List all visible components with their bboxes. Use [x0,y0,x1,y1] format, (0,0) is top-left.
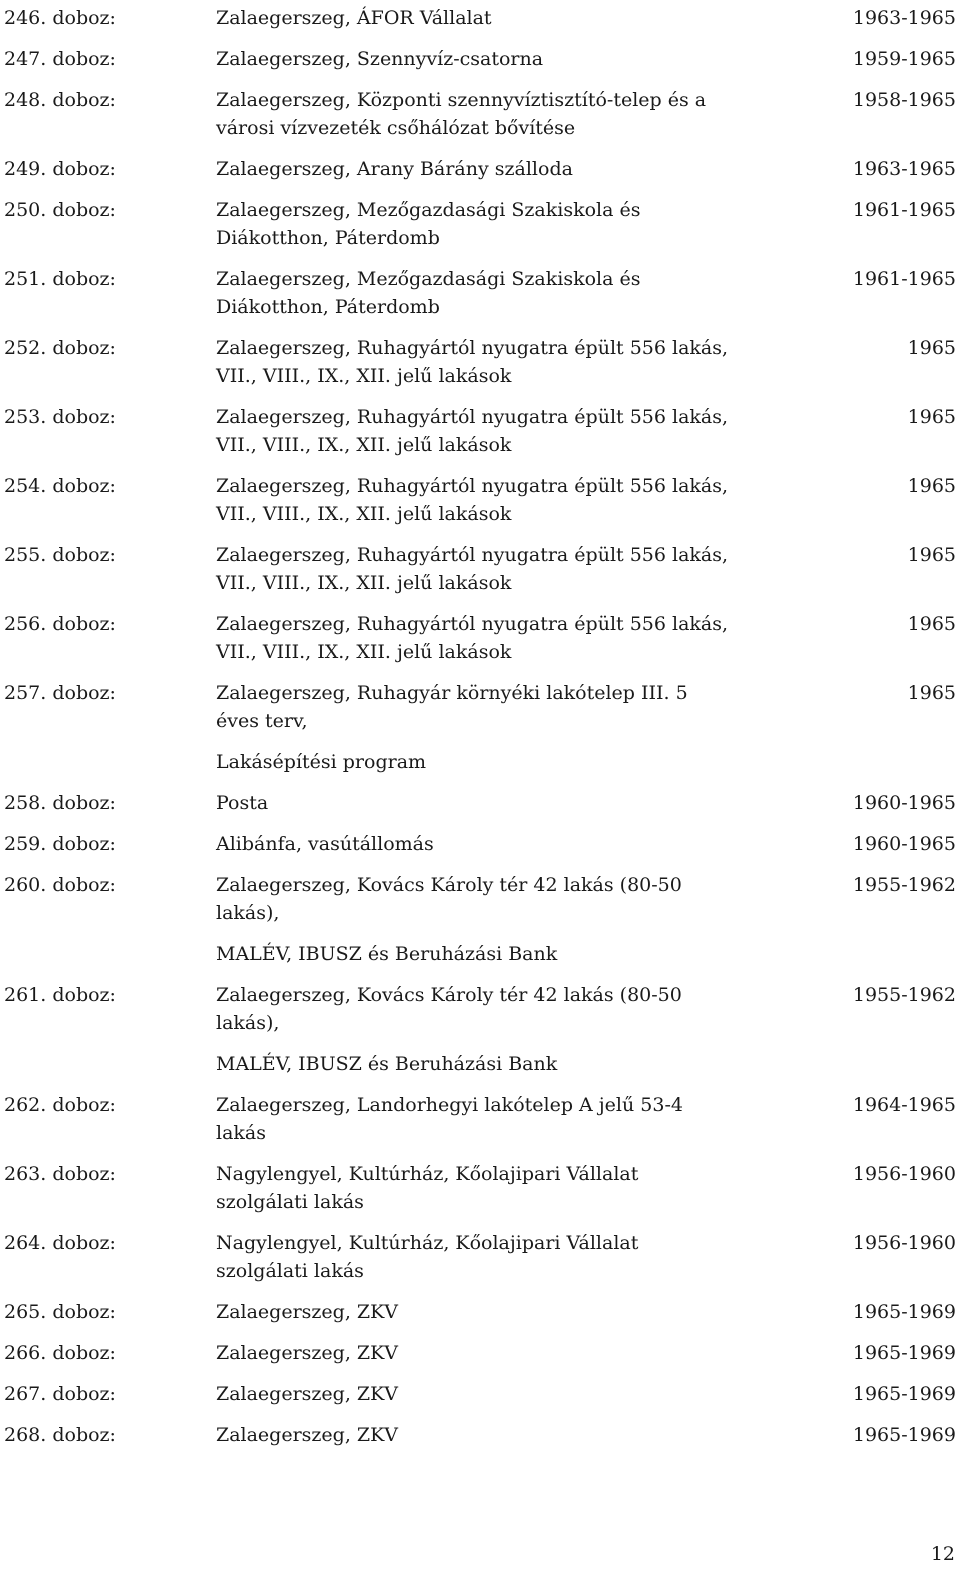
box-number: 254. doboz: [4,475,116,497]
box-number: 248. doboz: [4,89,116,111]
description-line: Zalaegerszeg, ZKV [216,1342,399,1364]
inventory-row [4,1294,956,1335]
year-range: 1956-1960 [852,1232,956,1254]
box-number: 250. doboz: [4,199,116,221]
year-range: 1965-1969 [852,1424,956,1446]
box-description [216,1421,756,1449]
page-number: 12 [930,1543,955,1565]
box-number: 249. doboz: [4,158,116,180]
inventory-row [4,537,956,606]
description-line: Zalaegerszeg, ZKV [216,1424,399,1446]
box-number: 252. doboz: [4,337,116,359]
year-range: 1965 [907,544,956,566]
inventory-row [4,330,956,399]
description-line: városi vízvezeték csőhálózat bővítése [216,117,576,139]
inventory-row [4,867,956,977]
description-line: lakás), [216,1012,280,1034]
inventory-row [4,82,956,151]
description-line: VII., VIII., IX., XII. jelű lakások [216,572,512,594]
inventory-row [4,675,956,785]
inventory-row [4,977,956,1087]
inventory-row [4,468,956,537]
box-description [216,1229,756,1285]
box-number: 268. doboz: [4,1424,116,1446]
box-inventory-list [4,0,956,1458]
description-line: Zalaegerszeg, ZKV [216,1301,399,1323]
description-line: Zalaegerszeg, Ruhagyár környéki lakótelep III. 5 [216,682,688,704]
inventory-row [4,1417,956,1458]
inventory-row [4,1376,956,1417]
year-range: 1965 [907,475,956,497]
description-line: Zalaegerszeg, Arany Bárány szálloda [216,158,573,180]
year-range: 1965 [907,406,956,428]
box-description [216,334,756,390]
box-description [216,1160,756,1216]
box-description [216,196,756,252]
inventory-row [4,151,956,192]
box-number: 266. doboz: [4,1342,116,1364]
box-description [216,265,756,321]
year-range: 1963-1965 [852,7,956,29]
box-number: 253. doboz: [4,406,116,428]
description-line: lakás), [216,902,280,924]
box-description [216,1339,756,1367]
box-description [216,86,756,142]
box-description [216,1091,756,1147]
box-description [216,4,756,32]
year-range: 1963-1965 [852,158,956,180]
box-description [216,981,756,1078]
description-line: lakás [216,1122,266,1144]
description-line: Zalaegerszeg, Ruhagyártól nyugatra épült 556 lakás, [216,544,729,566]
description-line: Zalaegerszeg, Mezőgazdasági Szakiskola és [216,199,641,221]
box-number: 256. doboz: [4,613,116,635]
description-line: Zalaegerszeg, Mezőgazdasági Szakiskola és [216,268,641,290]
description-line: szolgálati lakás [216,1191,364,1213]
box-description [216,610,756,666]
box-description [216,1380,756,1408]
description-line: Alibánfa, vasútállomás [216,833,434,855]
box-number: 263. doboz: [4,1163,116,1185]
inventory-row [4,0,956,41]
box-number: 261. doboz: [4,984,116,1006]
inventory-row [4,1335,956,1376]
year-range: 1956-1960 [852,1163,956,1185]
box-number: 251. doboz: [4,268,116,290]
year-range: 1955-1962 [852,874,956,896]
box-description [216,679,756,776]
inventory-row [4,1087,956,1156]
description-line: MALÉV, IBUSZ és Beruházási Bank [216,1053,558,1075]
description-line: Zalaegerszeg, Ruhagyártól nyugatra épült 556 lakás, [216,406,729,428]
year-range: 1965 [907,337,956,359]
box-number: 267. doboz: [4,1383,116,1405]
year-range: 1964-1965 [852,1094,956,1116]
description-line: Zalaegerszeg, Ruhagyártól nyugatra épült 556 lakás, [216,337,729,359]
box-description [216,155,756,183]
box-number: 259. doboz: [4,833,116,855]
year-range: 1965 [907,682,956,704]
year-range: 1961-1965 [852,199,956,221]
description-line: Zalaegerszeg, Szennyvíz-csatorna [216,48,544,70]
box-description [216,403,756,459]
description-line: VII., VIII., IX., XII. jelű lakások [216,503,512,525]
inventory-row [4,826,956,867]
inventory-row [4,261,956,330]
inventory-row [4,399,956,468]
box-description [216,472,756,528]
description-line: MALÉV, IBUSZ és Beruházási Bank [216,943,558,965]
description-line: VII., VIII., IX., XII. jelű lakások [216,434,512,456]
description-line: VII., VIII., IX., XII. jelű lakások [216,641,512,663]
year-range: 1965-1969 [852,1301,956,1323]
box-number: 260. doboz: [4,874,116,896]
description-line: VII., VIII., IX., XII. jelű lakások [216,365,512,387]
inventory-row [4,41,956,82]
box-number: 255. doboz: [4,544,116,566]
year-range: 1955-1962 [852,984,956,1006]
box-description [216,1298,756,1326]
box-number: 262. doboz: [4,1094,116,1116]
box-number: 257. doboz: [4,682,116,704]
description-line: Nagylengyel, Kultúrház, Kőolajipari Vállalat [216,1232,639,1254]
year-range: 1965-1969 [852,1383,956,1405]
description-line: Zalaegerszeg, Kovács Károly tér 42 lakás (80-50 [216,874,682,896]
description-line: Zalaegerszeg, ÁFOR Vállalat [216,7,492,29]
year-range: 1965-1969 [852,1342,956,1364]
description-line: Diákotthon, Páterdomb [216,296,440,318]
box-description [216,541,756,597]
year-range: 1960-1965 [852,792,956,814]
box-number: 265. doboz: [4,1301,116,1323]
inventory-row [4,192,956,261]
description-line: Lakásépítési program [216,751,427,773]
year-range: 1960-1965 [852,833,956,855]
year-range: 1958-1965 [852,89,956,111]
inventory-row [4,785,956,826]
inventory-row [4,606,956,675]
box-description [216,789,756,817]
description-line: Zalaegerszeg, Landorhegyi lakótelep A jelű 53-4 [216,1094,683,1116]
description-line: Zalaegerszeg, Központi szennyvíztisztító-telep és a [216,89,707,111]
description-line: szolgálati lakás [216,1260,364,1282]
inventory-row [4,1225,956,1294]
description-line: Zalaegerszeg, Ruhagyártól nyugatra épült 556 lakás, [216,475,729,497]
box-number: 246. doboz: [4,7,116,29]
description-line: Zalaegerszeg, Kovács Károly tér 42 lakás (80-50 [216,984,682,1006]
box-description [216,45,756,73]
year-range: 1959-1965 [852,48,956,70]
description-line: Zalaegerszeg, Ruhagyártól nyugatra épült 556 lakás, [216,613,729,635]
box-number: 264. doboz: [4,1232,116,1254]
box-number: 247. doboz: [4,48,116,70]
box-number: 258. doboz: [4,792,116,814]
year-range: 1965 [907,613,956,635]
description-line: Nagylengyel, Kultúrház, Kőolajipari Vállalat [216,1163,639,1185]
description-line: Zalaegerszeg, ZKV [216,1383,399,1405]
description-line: Diákotthon, Páterdomb [216,227,440,249]
box-description [216,871,756,968]
box-description [216,830,756,858]
inventory-row [4,1156,956,1225]
year-range: 1961-1965 [852,268,956,290]
description-line: éves terv, [216,710,308,732]
description-line: Posta [216,792,269,814]
